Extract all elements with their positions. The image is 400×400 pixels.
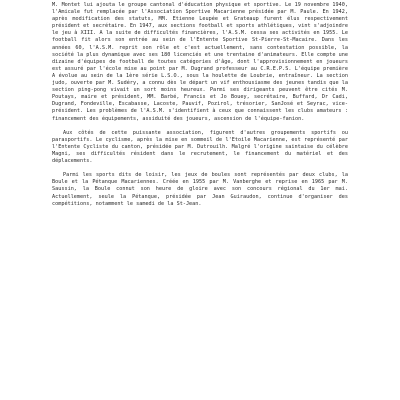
paragraph-other-associations: Aux côtés de cette puissante association, figurent d'autres groupements sportifs ou parasportifs. Le cyclisme, après la mise en sommeil de l'Etoile Macarienne, est représenté par l'Entente Cycliste du canton, présidée par M. Dutrouilh. Malgré l'origine saintaise du célèbre Magni, ses difficultés résident dans le recrutement, le financement du matériel et des déplacements. bbox=[52, 129, 348, 165]
paragraph-leisure-sports: Parmi les sports dits de loisir, les jeux de boules sont représentés par deux clubs, la Boule et la Pétanque Macariennes. Créée en 1955 par M. Vanberghe et reprise en 1965 par M. Saussin, la Boule connut son heure de gloire avec son concours régional du 1er mai. Actuellement, seule la Pétanque, présidée par Jean Guiraudon, continue d'organiser des compétitions, notamment le samedi de la St-Jean. bbox=[52, 172, 348, 207]
typed-text-body bbox=[52, 2, 348, 208]
paragraph-asm-history: M. Montet lui ajouta le groupe cantonal d'éducation physique et sportive. Le 19 novembre 1940, l'Amicale fut remplacée par l'Association Sportive Macarienne présidée par M. Paule. En 1942, après modification des statuts, MM. Etienne Leupée et Grateaup furent élus respectivement président et secrétaire. En 1947, aux sections football et sports athlétiques, vint s'adjoindre le jeu à XIII. A la suite de difficultés financières, l'A.S.M. cessa ses activités en 1955. Le football fit alors son entrée au sein de l'Entente Sportive St-Pierre-St-Macaire. Dans les années 60, l'A.S.M. reprit son rôle et c'est actuellement, sans contestation possible, la société la plus dynamique avec ses 180 licenciés et une trentaine d'animateurs. Elle compte une dizaine d'équipes de football de toutes catégories d'âge, dont l'approvisionnement en joueurs est assuré par l'école mise au point par M. Dugrand professeur au C.R.E.P.S. L'équipe première A évolue au sein de la 1ère série L.S.O., sous la houlette de Loubrie, entraîneur. La section judo, ouverte par M. Sudéry, a connu dès le départ un vif enthousiasme des jeunes tandis que la section ping-pong vivait un sort moins heureux. Parmi ses dirigeants peuvent être cités M. Poutays, maire et président, MM. Barbé, Francis et Jo Bouey, secrétaire, Buffard, Dr Cadi, Dugrand, Fondeville, Escabasse, Lacoste, Pauvif, Pozirol, trésorier, SanJosé et Seyrac, vice-président. Les problèmes de l'A.S.M. s'identifient à ceux que connaissent les clubs amateurs : financement des équipements, assiduité des joueurs, ascension de l'équipe-fanion. bbox=[52, 2, 348, 122]
paragraph-gap bbox=[52, 123, 348, 130]
